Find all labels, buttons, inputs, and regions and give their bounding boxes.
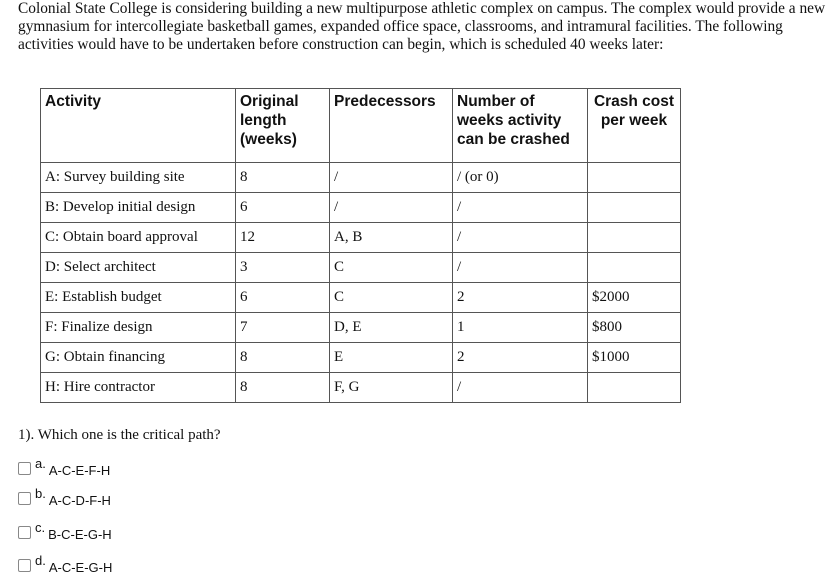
option-label: A-C-D-F-H xyxy=(48,493,111,508)
table-row xyxy=(41,253,681,283)
header-activity: Activity xyxy=(41,89,236,163)
table-row xyxy=(41,313,681,343)
table-row xyxy=(41,163,681,193)
option-letter: a. xyxy=(35,456,46,471)
option-letter: c. xyxy=(35,520,46,535)
cell-predecessors: E xyxy=(330,343,453,373)
cell-activity: H: Hire contractor xyxy=(41,373,236,403)
table-row xyxy=(41,193,681,223)
cell-activity: D: Select architect xyxy=(41,253,236,283)
cell-crash-weeks: / (or 0) xyxy=(453,163,588,193)
cell-crash-weeks: / xyxy=(453,223,588,253)
cell-predecessors: D, E xyxy=(330,313,453,343)
cell-predecessors: / xyxy=(330,163,453,193)
cell-activity: A: Survey building site xyxy=(41,163,236,193)
cell-activity: E: Establish budget xyxy=(41,283,236,313)
cell-activity: C: Obtain board approval xyxy=(41,223,236,253)
cell-length: 12 xyxy=(236,223,330,253)
cell-crash-weeks: / xyxy=(453,193,588,223)
cell-length: 7 xyxy=(236,313,330,343)
cell-crash-cost xyxy=(588,253,681,283)
cell-crash-cost xyxy=(588,193,681,223)
header-predecessors: Predecessors xyxy=(330,89,453,163)
cell-crash-weeks: 2 xyxy=(453,283,588,313)
cell-crash-weeks: / xyxy=(453,253,588,283)
table-row xyxy=(41,373,681,403)
cell-predecessors: C xyxy=(330,253,453,283)
checkbox-icon[interactable] xyxy=(18,462,31,475)
option-label: A-C-E-F-H xyxy=(48,463,111,478)
cell-crash-weeks: 1 xyxy=(453,313,588,343)
cell-crash-weeks: / xyxy=(453,373,588,403)
cell-length: 8 xyxy=(236,373,330,403)
option-label: A-C-E-G-H xyxy=(48,560,113,575)
cell-predecessors: C xyxy=(330,283,453,313)
cell-crash-cost xyxy=(588,163,681,193)
header-crash-weeks: Number of weeks activity can be crashed xyxy=(453,89,588,163)
answer-option[interactable] xyxy=(18,457,110,478)
cell-length: 8 xyxy=(236,343,330,373)
checkbox-icon[interactable] xyxy=(18,492,31,505)
cell-activity: B: Develop initial design xyxy=(41,193,236,223)
option-label: B-C-E-G-H xyxy=(48,527,112,542)
answer-option[interactable] xyxy=(18,487,111,508)
cell-activity: G: Obtain financing xyxy=(41,343,236,373)
cell-length: 3 xyxy=(236,253,330,283)
cell-crash-cost: $1000 xyxy=(588,343,681,373)
answer-option[interactable] xyxy=(18,521,112,542)
table-body xyxy=(41,163,681,403)
cell-predecessors: / xyxy=(330,193,453,223)
table-row xyxy=(41,223,681,253)
table-header-row xyxy=(41,89,681,163)
activity-table xyxy=(40,88,681,403)
checkbox-icon[interactable] xyxy=(18,559,31,572)
cell-length: 6 xyxy=(236,283,330,313)
cell-crash-cost xyxy=(588,373,681,403)
cell-length: 6 xyxy=(236,193,330,223)
table-row xyxy=(41,343,681,373)
answer-option[interactable] xyxy=(18,554,112,575)
problem-intro: Colonial State College is considering building a new multipurpose athletic complex on campus. The complex would provide a new gymnasium for intercollegiate basketball games, expanded office space, classrooms, and intramural facilities. The following activities would have to be undertaken before construction can begin, which is scheduled 40 weeks later: xyxy=(18,0,826,53)
cell-crash-cost xyxy=(588,223,681,253)
question-text: 1). Which one is the critical path? xyxy=(18,427,221,443)
header-crash-cost: Crash cost per week xyxy=(588,89,681,163)
cell-crash-weeks: 2 xyxy=(453,343,588,373)
cell-predecessors: A, B xyxy=(330,223,453,253)
cell-crash-cost: $2000 xyxy=(588,283,681,313)
header-original-length: Original length (weeks) xyxy=(236,89,330,163)
checkbox-icon[interactable] xyxy=(18,526,31,539)
table-row xyxy=(41,283,681,313)
cell-activity: F: Finalize design xyxy=(41,313,236,343)
option-letter: b. xyxy=(35,486,46,501)
cell-predecessors: F, G xyxy=(330,373,453,403)
option-letter: d. xyxy=(35,553,46,568)
cell-length: 8 xyxy=(236,163,330,193)
cell-crash-cost: $800 xyxy=(588,313,681,343)
